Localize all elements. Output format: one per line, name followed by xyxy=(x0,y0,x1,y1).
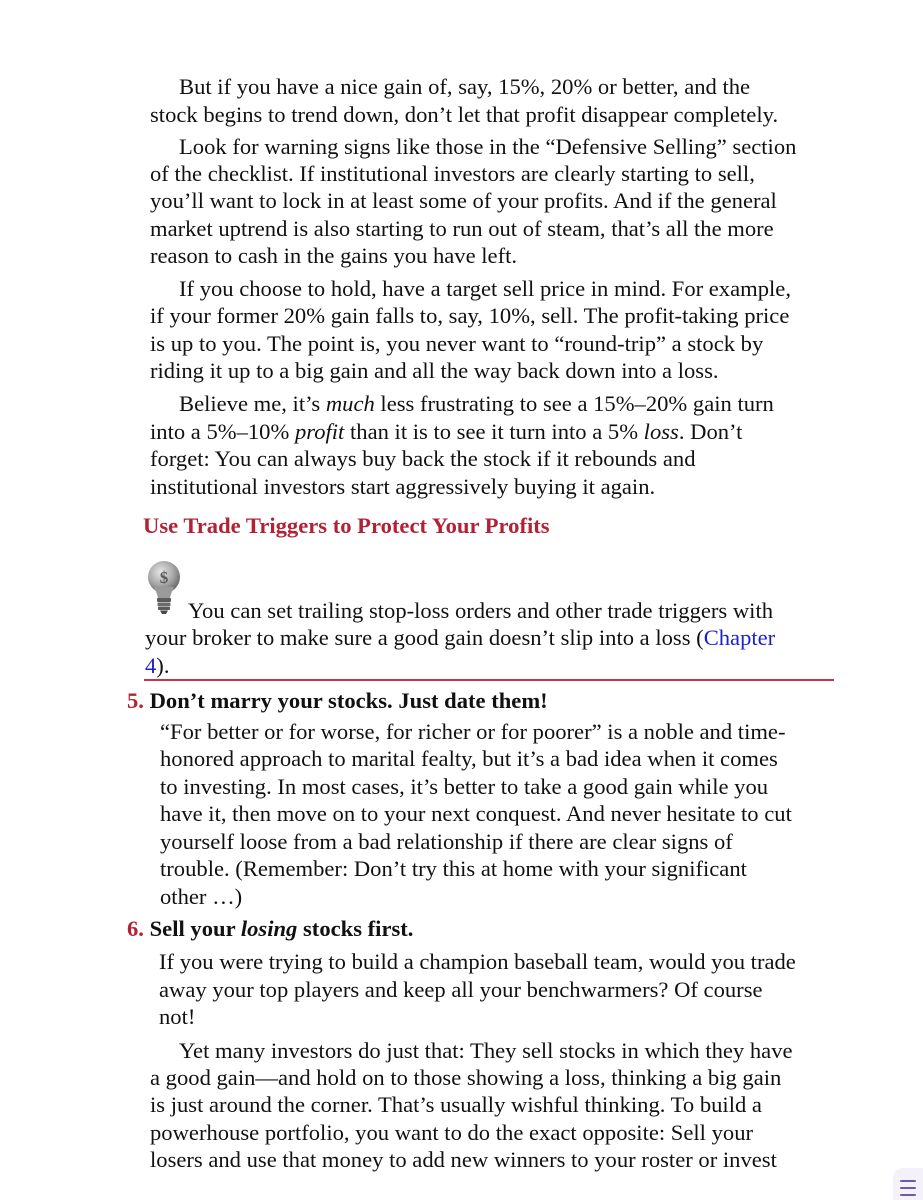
body-line: away your top players and keep all your benchwarmers? Of course xyxy=(159,977,763,1002)
menu-line xyxy=(900,1187,916,1189)
emphasis: much xyxy=(325,391,375,416)
menu-handle[interactable] xyxy=(893,1168,923,1200)
list-number: 6. xyxy=(127,916,144,941)
body-line: But if you have a nice gain of, say, 15%, 20% or better, and the xyxy=(179,74,751,99)
list-title-text: stocks first. xyxy=(297,916,414,941)
lightbulb-dollar-icon xyxy=(143,560,185,616)
divider xyxy=(144,679,834,681)
tip-line: You can set trailing stop-loss orders and other trade triggers with xyxy=(188,598,774,623)
body-line: is just around the corner. That’s usually wishful thinking. To build a xyxy=(150,1092,762,1117)
body-line: Look for warning signs like those in the “Defensive Selling” section xyxy=(179,134,797,159)
body-line: “For better or for worse, for richer or for poorer” is a noble and time- xyxy=(160,719,786,744)
body-line: stock begins to trend down, don’t let that profit disappear completely. xyxy=(150,102,779,127)
body-line: have it, then move on to your next conquest. And never hesitate to cut xyxy=(160,801,792,826)
body-line: institutional investors start aggressively buying it again. xyxy=(150,474,656,499)
body-line: of the checklist. If institutional investors are clearly starting to sell, xyxy=(150,161,755,186)
list-title-text: Sell your xyxy=(149,916,241,941)
body-line: is up to you. The point is, you never want to “round-trip” a stock by xyxy=(150,331,764,356)
body-line: riding it up to a big gain and all the way back down into a loss. xyxy=(150,358,719,383)
body-line: reason to cash in the gains you have left. xyxy=(150,243,518,268)
body-line: If you choose to hold, have a target sell price in mind. For example, xyxy=(179,276,791,301)
tip-line xyxy=(145,624,775,652)
menu-line xyxy=(900,1194,916,1196)
emphasis: profit xyxy=(294,419,345,444)
text-run: ). xyxy=(156,653,170,678)
body-line: honored approach to marital fealty, but it’s a bad idea when it comes xyxy=(160,746,778,771)
body-line: not! xyxy=(159,1004,196,1029)
body-line: Yet many investors do just that: They sell stocks in which they have xyxy=(179,1038,793,1063)
list-title-text: Don’t marry your stocks. Just date them! xyxy=(149,688,548,713)
body-line xyxy=(150,418,742,446)
tip-line xyxy=(145,652,169,680)
body-line: if your former 20% gain falls to, say, 10%, sell. The profit-taking price xyxy=(150,303,790,328)
body-line: market uptrend is also starting to run out of steam, that’s all the more xyxy=(150,216,774,241)
emphasis: losing xyxy=(240,916,298,941)
svg-text:$: $ xyxy=(159,568,169,587)
body-line xyxy=(179,390,774,418)
body-line: If you were trying to build a champion baseball team, would you trade xyxy=(159,949,796,974)
section-heading: Use Trade Triggers to Protect Your Profits xyxy=(143,513,550,538)
body-line: trouble. (Remember: Don’t try this at home with your significant xyxy=(160,856,747,881)
list-item-title xyxy=(127,687,548,715)
list-number: 5. xyxy=(127,688,144,713)
body-line: yourself loose from a bad relationship if there are clear signs of xyxy=(160,829,733,854)
body-line: to investing. In most cases, it’s better to take a good gain while you xyxy=(160,774,769,799)
text-run: than it is to see it turn into a 5% xyxy=(344,419,644,444)
chapter-link[interactable]: Chapter xyxy=(703,625,776,650)
body-line: you’ll want to lock in at least some of your profits. And if the general xyxy=(150,188,777,213)
text-run: into a 5%–10% xyxy=(150,419,295,444)
chapter-link[interactable]: 4 xyxy=(145,653,157,678)
body-line: forget: You can always buy back the stock if it rebounds and xyxy=(150,446,696,471)
text-run: less frustrating to see a 15%–20% gain turn xyxy=(374,391,774,416)
emphasis: loss xyxy=(643,419,679,444)
text-run: . Don’t xyxy=(678,419,743,444)
body-line: losers and use that money to add new winners to your roster or invest xyxy=(150,1147,777,1172)
body-line: other …) xyxy=(160,884,243,909)
menu-line xyxy=(900,1180,916,1182)
body-line: powerhouse portfolio, you want to do the exact opposite: Sell your xyxy=(150,1120,754,1145)
text-run: Believe me, it’s xyxy=(179,391,326,416)
text-run: your broker to make sure a good gain doesn’t slip into a loss ( xyxy=(145,625,704,650)
body-line: a good gain—and hold on to those showing a loss, thinking a big gain xyxy=(150,1065,782,1090)
list-item-title xyxy=(127,915,413,943)
